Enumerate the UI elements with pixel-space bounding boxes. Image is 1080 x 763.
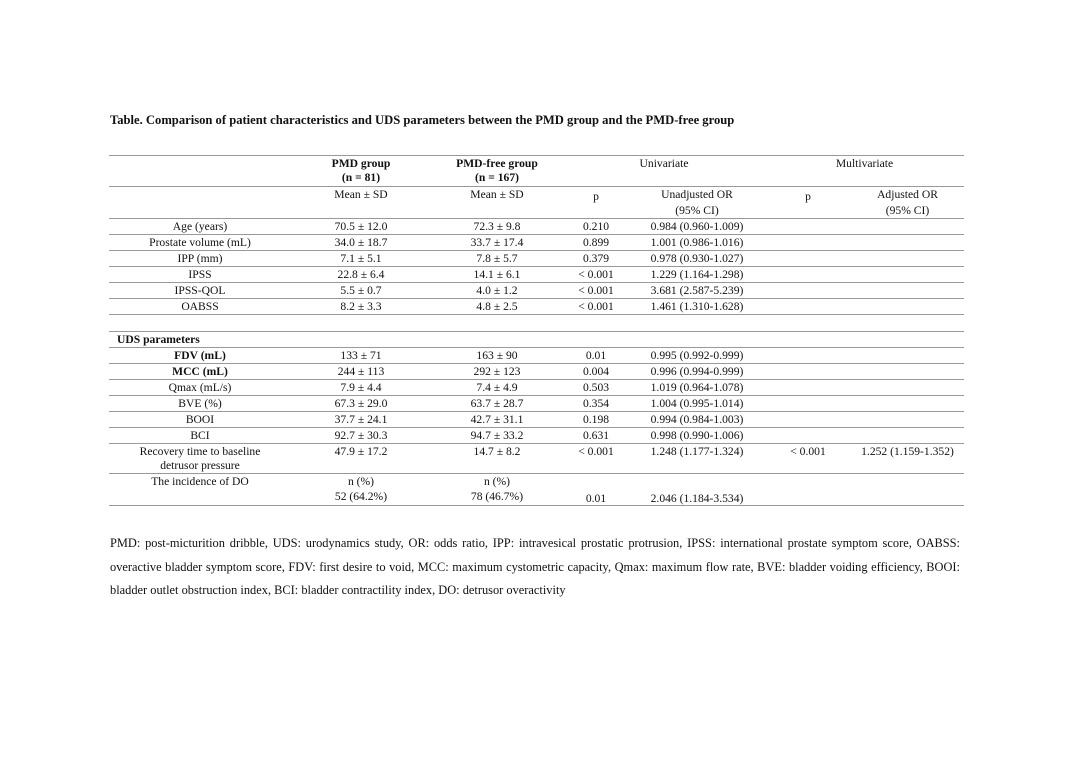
header-adjusted-ci: (95% CI) [885, 204, 930, 217]
row-label: FDV (mL) [174, 349, 226, 362]
row-odds-ratio: 1.019 (0.964-1.078) [650, 381, 744, 394]
row-free-value: 4.8 ± 2.5 [476, 300, 518, 313]
row-free-value: 63.7 ± 28.7 [470, 397, 524, 410]
row-label: Qmax (mL/s) [168, 381, 232, 394]
header-mean-sd: Mean ± SD [334, 188, 388, 201]
header-p: p [593, 190, 599, 203]
row-odds-ratio: 0.984 (0.960-1.009) [650, 220, 744, 233]
row-free-unit: n (%) [483, 475, 511, 488]
row-odds-ratio: 0.996 (0.994-0.999) [650, 365, 744, 378]
row-pmd-value: 7.1 ± 5.1 [340, 252, 382, 265]
header-multivariate: Multivariate [835, 157, 894, 170]
rule-row [109, 250, 964, 251]
header-pmd-group: PMD group [331, 157, 391, 170]
rule-row [109, 282, 964, 283]
row-pmd-value: 37.7 ± 24.1 [334, 413, 388, 426]
row-label: BCI [190, 429, 210, 442]
row-pmd-value: 47.9 ± 17.2 [334, 445, 388, 458]
row-pmd-value: 133 ± 71 [340, 349, 382, 362]
row-label: The incidence of DO [151, 475, 249, 488]
row-pmd-value: 52 (64.2%) [334, 490, 388, 503]
rule-row [109, 379, 964, 380]
row-pmd-value: 34.0 ± 18.7 [334, 236, 388, 249]
row-free-value: 42.7 ± 31.1 [470, 413, 524, 426]
row-odds-ratio: 0.994 (0.984-1.003) [650, 413, 744, 426]
row-odds-ratio: 1.004 (0.995-1.014) [650, 397, 744, 410]
rule-header-mid [109, 186, 964, 187]
header-p: p [805, 190, 811, 203]
row-odds-ratio: 2.046 (1.184-3.534) [650, 492, 744, 505]
table-footnote: PMD: post-micturition dribble, UDS: urodynamics study, OR: odds ratio, IPP: intravesical prostatic protrusion, IPSS: international prostate symptom score, OABSS: overactive bladder symptom score, FDV: first desire to void, MCC: maximum cystometric capacity, Qmax: maximum flow rate, BVE: bladder voiding efficiency, BOOI: bladder outlet obstruction index, BCI: bladder contractility index, DO: detrusor overactivity [110, 536, 960, 597]
row-free-value: 94.7 ± 33.2 [470, 429, 524, 442]
header-pmd-free-group: PMD-free group [456, 157, 538, 170]
header-pmd-group-n: (n = 81) [341, 171, 381, 184]
row-odds-ratio: 0.995 (0.992-0.999) [650, 349, 744, 362]
row-label-line1: Recovery time to baseline [139, 445, 261, 458]
row-p-value: < 0.001 [578, 300, 614, 313]
row-odds-ratio: 1.001 (0.986-1.016) [650, 236, 744, 249]
rule-header-bottom [109, 218, 964, 219]
row-p-value: 0.198 [582, 413, 610, 426]
row-free-value: 78 (46.7%) [470, 490, 524, 503]
header-mean-sd: Mean ± SD [470, 188, 524, 201]
row-label: Prostate volume (mL) [149, 236, 251, 249]
rule-section-top [109, 331, 964, 332]
row-free-value: 14.7 ± 8.2 [473, 445, 521, 458]
row-label: IPSS [188, 268, 212, 281]
row-pmd-value: 92.7 ± 30.3 [334, 429, 388, 442]
rule-row [109, 443, 964, 444]
row-label: BOOI [185, 413, 215, 426]
rule-row [109, 363, 964, 364]
row-odds-ratio: 1.248 (1.177-1.324) [650, 445, 744, 458]
row-p-value: 0.354 [582, 397, 610, 410]
table-title: Table. Comparison of patient characteristics and UDS parameters between the PMD group and the PMD-free group [110, 113, 735, 127]
rule-row [109, 314, 964, 315]
header-univariate: Univariate [639, 157, 689, 170]
row-odds-ratio: 3.681 (2.587-5.239) [650, 284, 744, 297]
row-odds-ratio: 0.978 (0.930-1.027) [650, 252, 744, 265]
row-pmd-value: 244 ± 113 [337, 365, 385, 378]
row-free-value: 163 ± 90 [476, 349, 518, 362]
row-label: BVE (%) [178, 397, 222, 410]
header-unadjusted-or: Unadjusted OR [661, 188, 733, 201]
row-label: MCC (mL) [172, 365, 228, 378]
row-label: Age (years) [172, 220, 228, 233]
row-p-value: 0.01 [585, 492, 607, 505]
row-odds-ratio: 1.229 (1.164-1.298) [650, 268, 744, 281]
row-label-line2: detrusor pressure [160, 459, 240, 472]
row-pmd-value: 5.5 ± 0.7 [340, 284, 382, 297]
row-p-value: 0.503 [582, 381, 610, 394]
row-p-value: 0.379 [582, 252, 610, 265]
rule-row [109, 411, 964, 412]
rule-top [109, 155, 964, 156]
row-free-value: 7.8 ± 5.7 [476, 252, 518, 265]
rule-row [109, 395, 964, 396]
row-odds-ratio: 0.998 (0.990-1.006) [650, 429, 744, 442]
rule-row [109, 427, 964, 428]
row-label: IPP (mm) [177, 252, 223, 265]
row-free-value: 33.7 ± 17.4 [470, 236, 524, 249]
row-free-value: 72.3 ± 9.8 [473, 220, 521, 233]
section-label-uds: UDS parameters [117, 333, 200, 346]
row-p-value: < 0.001 [578, 284, 614, 297]
row-p-value: 0.210 [582, 220, 610, 233]
row-p-value: < 0.001 [578, 445, 614, 458]
rule-row [109, 234, 964, 235]
row-free-value: 292 ± 123 [473, 365, 521, 378]
row-p-value: < 0.001 [578, 268, 614, 281]
row-p-value: 0.01 [585, 349, 607, 362]
row-free-value: 14.1 ± 6.1 [473, 268, 521, 281]
row-adjusted-odds-ratio: 1.252 (1.159-1.352) [861, 445, 954, 458]
header-pmd-free-group-n: (n = 167) [475, 171, 519, 184]
rule-bottom [109, 505, 964, 506]
row-label: OABSS [181, 300, 219, 313]
row-pmd-unit: n (%) [347, 475, 375, 488]
rule-row [109, 473, 964, 474]
row-label: IPSS-QOL [174, 284, 226, 297]
row-p-value: 0.631 [582, 429, 610, 442]
row-free-value: 7.4 ± 4.9 [476, 381, 518, 394]
row-pmd-value: 67.3 ± 29.0 [334, 397, 388, 410]
row-odds-ratio: 1.461 (1.310-1.628) [650, 300, 744, 313]
header-adjusted-or: Adjusted OR [877, 188, 938, 201]
row-p-value-multivariate: < 0.001 [790, 445, 826, 458]
rule-row [109, 298, 964, 299]
row-pmd-value: 22.8 ± 6.4 [337, 268, 385, 281]
row-p-value: 0.899 [582, 236, 610, 249]
row-pmd-value: 7.9 ± 4.4 [340, 381, 382, 394]
row-free-value: 4.0 ± 1.2 [476, 284, 518, 297]
row-pmd-value: 8.2 ± 3.3 [340, 300, 382, 313]
rule-row [109, 266, 964, 267]
rule-row [109, 347, 964, 348]
row-p-value: 0.004 [582, 365, 610, 378]
row-pmd-value: 70.5 ± 12.0 [334, 220, 388, 233]
header-unadjusted-ci: (95% CI) [675, 204, 719, 217]
